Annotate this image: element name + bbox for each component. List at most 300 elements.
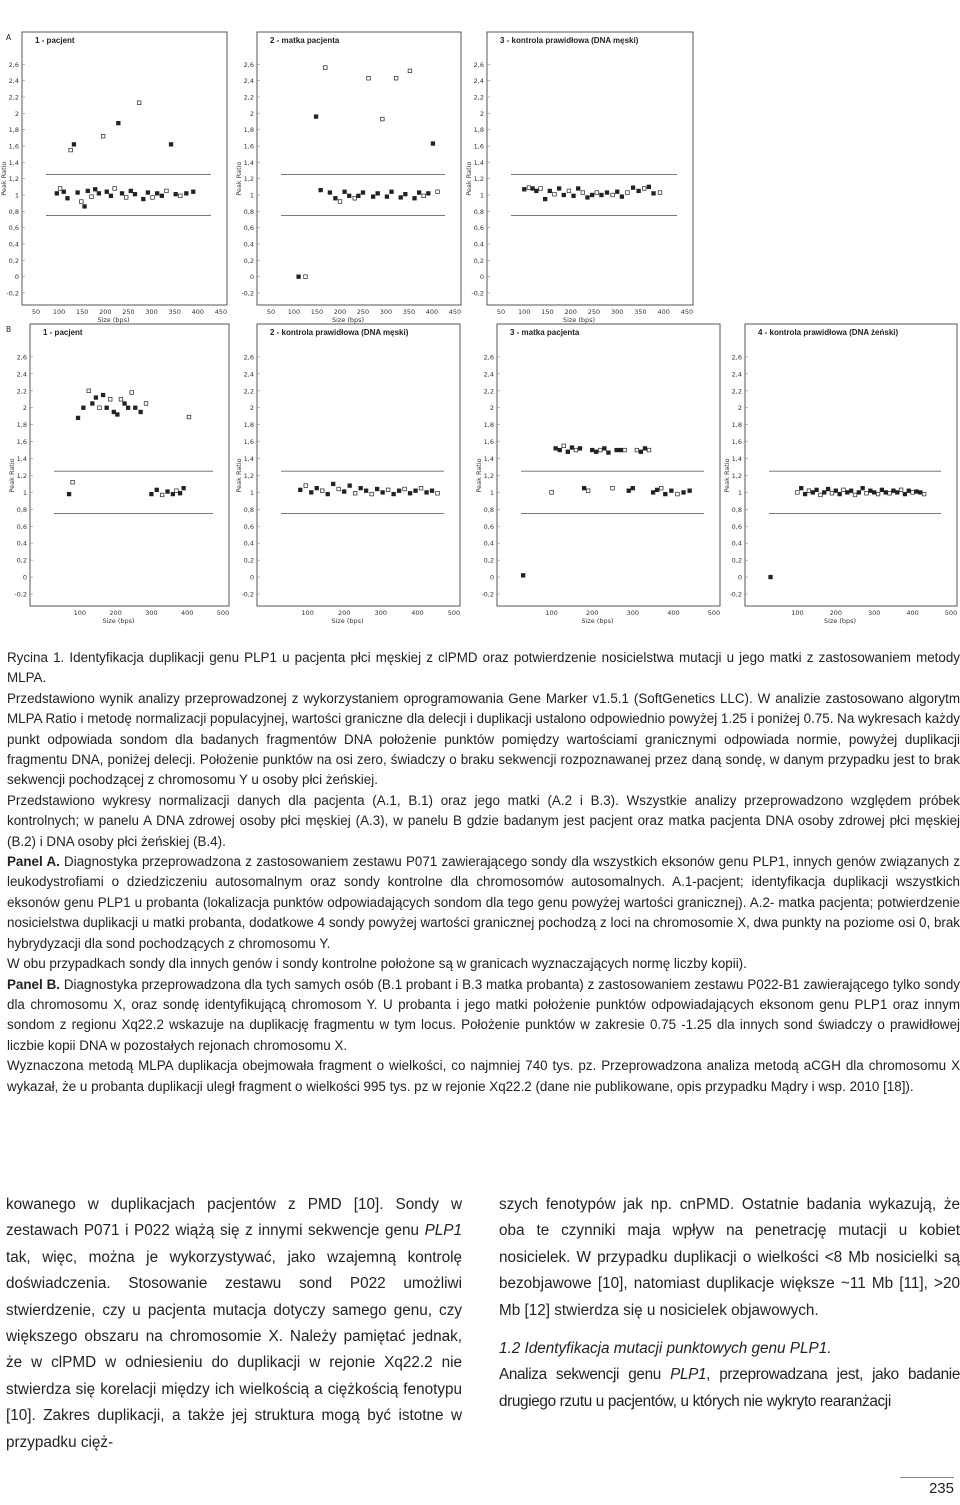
data-point [108, 397, 112, 401]
y-tick-label: 2 [479, 109, 484, 118]
x-tick-label: 200 [337, 609, 351, 617]
data-point [769, 575, 773, 579]
data-point [82, 406, 86, 410]
x-tick-label: 50 [496, 308, 506, 316]
x-axis-label: Size (bps) [562, 316, 596, 324]
data-point [166, 490, 170, 494]
x-tick-label: 100 [518, 308, 531, 316]
y-tick-label: 0,6 [243, 522, 254, 531]
data-point [819, 493, 823, 497]
body-text: , przeprowadzana jest, jako badanie drugiego rzutu u pacjentów, u których nie wykryto rearanżacji [499, 1366, 960, 1410]
data-point [347, 194, 351, 198]
body-column-right [499, 1192, 960, 1415]
y-tick-label: 2,4 [243, 370, 254, 379]
panel-a-letter: A [6, 33, 12, 42]
data-point [576, 187, 580, 191]
data-point [599, 448, 603, 452]
data-point [404, 192, 408, 196]
y-tick-label: 0 [22, 573, 27, 582]
data-point [876, 492, 880, 496]
data-point [652, 192, 656, 196]
x-tick-label: 150 [76, 308, 89, 316]
y-tick-label: 1,6 [243, 142, 254, 151]
x-tick-label: 250 [122, 308, 135, 316]
x-tick-label: 350 [634, 308, 647, 316]
y-tick-label: -0,2 [481, 590, 494, 599]
x-tick-label: 450 [680, 308, 694, 316]
data-point [531, 187, 535, 191]
data-point [799, 486, 803, 490]
data-point [112, 410, 116, 414]
y-tick-label: 1,8 [243, 421, 254, 430]
data-point [381, 117, 385, 121]
y-tick-label: 0 [249, 273, 254, 282]
data-point [71, 480, 75, 484]
data-point [353, 491, 357, 495]
y-tick-label: 2,2 [8, 93, 19, 102]
data-point [647, 185, 651, 189]
x-tick-label: 450 [214, 308, 228, 316]
data-point [328, 191, 332, 195]
data-point [62, 190, 66, 194]
data-point [116, 413, 120, 417]
y-tick-label: 0,8 [243, 207, 254, 216]
data-point [392, 492, 396, 496]
x-tick-label: 200 [585, 609, 599, 617]
x-axis-label: Size (bps) [331, 316, 365, 324]
section-heading: 1.2 Identyfikacja mutacji punktowych genu PLP1. [499, 1340, 832, 1358]
data-point [133, 192, 137, 196]
y-tick-label: 2,2 [16, 387, 27, 396]
data-point [142, 197, 146, 201]
data-point [436, 491, 440, 495]
x-tick-label: 100 [73, 609, 87, 617]
chart-svg [0, 322, 232, 630]
data-point [120, 192, 124, 196]
data-point [826, 487, 830, 491]
data-point [342, 490, 346, 494]
data-point [123, 402, 127, 406]
caption-panel-a-label: Panel A. [7, 854, 60, 870]
y-axis-label: Peak Ratio [235, 458, 243, 493]
data-point [126, 406, 130, 410]
data-point [682, 491, 686, 495]
y-tick-label: 1,8 [483, 421, 494, 430]
y-tick-label: -0,2 [471, 289, 484, 298]
data-point [903, 492, 907, 496]
y-tick-label: -0,2 [6, 289, 19, 298]
data-point [117, 121, 121, 125]
x-axis-label: Size (bps) [102, 617, 135, 625]
chart-title: 4 - kontrola prawidłowa (DNA żeński) [758, 328, 899, 337]
body-paragraph-right-2 [499, 1362, 960, 1415]
y-tick-label: 1,8 [473, 126, 484, 135]
data-point [124, 196, 128, 200]
data-point [417, 191, 421, 195]
y-tick-label: 0,4 [483, 539, 494, 548]
data-point [187, 415, 191, 419]
x-tick-label: 150 [541, 308, 554, 316]
data-point [623, 448, 627, 452]
data-point [651, 491, 655, 495]
caption-samples: Przedstawiono wykresy normalizacji danych dla pacjenta (A.1, B.1) oraz jego matki (A.2 i B.3). Wszystkie analizy przeprowadzono względem próbek kontrolnych; w panelu A DNA zdrowej osoby płci męskiej (A.3), w panelu B gdzie badanym jest pacjent oraz matka pacjenta DNA osoby zdrowej płci męskiej (B.2) i DNA osoby płci żeńskiej (B.4). [7, 792, 960, 849]
data-point [165, 189, 169, 193]
y-tick-label: 2,6 [483, 353, 494, 362]
caption-panel-b-label: Panel B. [7, 976, 60, 992]
data-point [109, 194, 113, 198]
data-point [670, 489, 674, 493]
data-point [98, 406, 102, 410]
y-tick-label: 0,2 [483, 556, 494, 565]
data-point [403, 487, 407, 491]
caption-acgh: Wyznaczona metodą MLPA duplikacja obejmowała fragment o wielkości, co najmniej 740 tys. pz. Przeprowadzona analiza metodą aCGH dla chromosomu X wykazał, że u probanta duplikacji uległ fragment o wielkości 995 tys. pz w rejonie Xq22.2 (dane nie publikowane, opis przypadku Mądry i wsp. 2010 [18]). [7, 1058, 960, 1094]
x-tick-label: 300 [611, 308, 624, 316]
x-tick-label: 400 [191, 308, 205, 316]
chart-svg [232, 30, 464, 324]
data-point [838, 492, 842, 496]
x-tick-label: 350 [402, 308, 416, 316]
y-tick-label: 1,8 [731, 421, 742, 430]
data-point [191, 190, 195, 194]
data-point [586, 196, 590, 200]
y-tick-label: 1 [737, 488, 742, 497]
y-tick-label: 1,6 [731, 438, 742, 447]
y-tick-label: 2,6 [243, 60, 254, 69]
chart-panel-a-2 [232, 30, 464, 324]
data-point [872, 491, 876, 495]
y-tick-label: 1,6 [243, 438, 254, 447]
y-tick-label: 0,2 [243, 556, 254, 565]
data-point [160, 493, 164, 497]
y-tick-label: 0,8 [243, 505, 254, 514]
x-tick-label: 250 [356, 308, 370, 316]
y-tick-label: 0,6 [243, 224, 254, 233]
panel-b-letter: B [6, 325, 12, 334]
data-point [55, 192, 59, 196]
data-point [611, 486, 615, 490]
y-tick-label: 1,6 [16, 438, 27, 447]
x-tick-label: 100 [301, 609, 314, 617]
y-tick-label: 0,6 [16, 522, 27, 531]
chart-title: 3 - kontrola prawidłowa (DNA męski) [500, 36, 639, 45]
data-point [642, 187, 646, 191]
data-point [320, 489, 324, 493]
data-point [326, 492, 330, 496]
y-tick-label: 2,4 [473, 77, 484, 86]
data-point [830, 491, 834, 495]
y-tick-label: 1,4 [243, 158, 254, 167]
chart-svg [232, 322, 462, 630]
data-point [637, 189, 641, 193]
data-point [892, 489, 896, 493]
data-point [90, 195, 94, 199]
data-point [91, 402, 95, 406]
data-point [535, 189, 539, 193]
body-text: tak, więc, można je wykorzystywać, jako wzajemną kontrolę doświadczenia. Stosowanie zestawu sond P022 umożliwi stwierdzenie, czy u pacjenta mutacja dotyczy samego genu, czy większego obszaru na chromosomie X. Należy pamiętać jednak, że w clPMD w odniesieniu do duplikacji w rejonie Xq22.2 nie stwierdza się korelacji między ich wielkością a ciężkością fenotypu [10]. Zakres duplikacji, a także jej struktura mogą być istotne w przypadku cięż- [6, 1248, 462, 1451]
data-point [522, 187, 526, 191]
x-tick-label: 300 [145, 308, 158, 316]
chart-title: 2 - kontrola prawidłowa (DNA męski) [270, 328, 409, 337]
y-tick-label: 1,2 [483, 471, 494, 480]
y-tick-label: 1 [249, 488, 254, 497]
data-point [178, 491, 182, 495]
y-tick-label: 1,2 [473, 175, 484, 184]
data-point [375, 487, 379, 491]
y-tick-label: 0,6 [731, 522, 742, 531]
figure-caption [7, 648, 960, 1097]
data-point [385, 195, 389, 199]
data-point [297, 275, 301, 279]
data-point [425, 491, 429, 495]
data-point [130, 391, 134, 395]
y-axis-label: Peak Ratio [8, 458, 16, 493]
chart-panel-b-1 [0, 322, 232, 630]
y-tick-label: 1,2 [243, 471, 254, 480]
data-point [566, 450, 570, 454]
data-point [399, 196, 403, 200]
data-point [129, 189, 133, 193]
y-tick-label: 1,4 [16, 455, 27, 464]
data-point [87, 389, 91, 393]
y-tick-label: 2 [489, 404, 494, 413]
y-tick-label: 0,6 [8, 224, 19, 233]
y-tick-label: 1 [14, 191, 19, 200]
data-point [150, 492, 154, 496]
y-tick-label: 2,2 [473, 93, 484, 102]
data-point [171, 492, 175, 496]
data-point [907, 489, 911, 493]
data-point [915, 490, 919, 494]
y-tick-label: 1 [22, 488, 27, 497]
data-point [155, 488, 159, 492]
data-point [548, 189, 552, 193]
x-axis-label: Size (bps) [97, 316, 130, 324]
y-tick-label: 2,6 [243, 353, 254, 362]
chart-panel-a-1 [0, 30, 232, 324]
data-point [338, 200, 342, 204]
y-tick-label: 2,6 [8, 60, 19, 69]
data-point [658, 191, 662, 195]
x-tick-label: 50 [31, 308, 41, 316]
y-tick-label: 0 [249, 573, 254, 582]
data-point [807, 489, 811, 493]
data-point [386, 488, 390, 492]
y-tick-label: 2,4 [731, 370, 742, 379]
data-point [58, 187, 62, 191]
y-axis-label: Peak Ratio [0, 161, 8, 196]
data-point [86, 189, 90, 193]
y-tick-label: 2 [14, 109, 19, 118]
body-column-left [6, 1192, 462, 1456]
data-point [849, 489, 853, 493]
data-point [647, 448, 651, 452]
data-point [822, 491, 826, 495]
data-point [884, 491, 888, 495]
x-tick-label: 500 [707, 609, 721, 617]
data-point [155, 192, 159, 196]
data-point [842, 488, 846, 492]
data-point [94, 396, 98, 400]
y-tick-label: 0,2 [8, 256, 19, 265]
data-point [175, 489, 179, 493]
page-number: 235 [900, 1477, 954, 1505]
y-tick-label: 2,6 [731, 353, 742, 362]
data-point [865, 491, 869, 495]
data-point [370, 492, 374, 496]
y-tick-label: 2 [22, 404, 27, 413]
x-tick-label: 200 [564, 308, 577, 316]
y-tick-label: 1,6 [8, 142, 19, 151]
x-tick-label: 500 [944, 609, 958, 617]
data-point [394, 76, 398, 80]
y-tick-label: 1,2 [8, 175, 19, 184]
data-point [101, 393, 105, 397]
chart-panel-b-3 [467, 322, 725, 630]
gene-name: PLP1 [424, 1222, 462, 1240]
y-tick-label: 2 [249, 109, 254, 118]
data-point [918, 491, 922, 495]
data-point [554, 447, 558, 451]
x-tick-label: 150 [310, 308, 324, 316]
x-tick-label: 400 [425, 308, 439, 316]
chart-svg [467, 322, 725, 630]
data-point [357, 194, 361, 198]
data-point [557, 187, 561, 191]
x-tick-label: 450 [448, 308, 462, 316]
data-point [582, 486, 586, 490]
x-tick-label: 300 [379, 308, 393, 316]
data-point [688, 489, 692, 493]
x-tick-label: 100 [791, 609, 804, 617]
data-point [343, 190, 347, 194]
data-point [80, 200, 84, 204]
x-tick-label: 100 [287, 308, 301, 316]
data-point [853, 493, 857, 497]
data-point [620, 195, 624, 199]
data-point [607, 451, 611, 455]
data-point [83, 205, 87, 209]
data-point [146, 191, 150, 195]
data-point [431, 142, 435, 146]
y-tick-label: 1 [249, 191, 254, 200]
y-tick-label: -0,2 [14, 590, 27, 599]
data-point [319, 188, 323, 192]
data-point [521, 574, 525, 578]
caption-panel-a [7, 852, 960, 954]
y-tick-label: 1,4 [8, 158, 19, 167]
x-axis-label: Size (bps) [823, 617, 857, 625]
x-tick-label: 350 [168, 308, 181, 316]
plot-frame [257, 324, 460, 606]
data-point [539, 187, 543, 191]
data-point [179, 194, 183, 198]
data-point [543, 197, 547, 201]
data-point [93, 187, 97, 191]
body-paragraph-right: szych fenotypów jak np. cnPMD. Ostatnie badania wykazują, że oba te czynniki maja wpływ na penetrację mutacji u kobiet nosicielek. W przypadku duplikacji o wielkości <8 Mb nosicielki są bezobjawowe [10], natomiast duplikacje większe ~11 Mb [11], >20 Mb [12] stwierdza się u nosicielek objawowych. [499, 1196, 960, 1319]
data-point [857, 491, 861, 495]
data-point [334, 196, 338, 200]
y-tick-label: 2,4 [16, 370, 27, 379]
y-tick-label: 0,4 [243, 240, 254, 249]
data-point [811, 491, 815, 495]
data-point [922, 492, 926, 496]
y-tick-label: 0,8 [731, 505, 742, 514]
data-point [304, 275, 308, 279]
data-point [298, 488, 302, 492]
data-point [331, 482, 335, 486]
data-point [101, 134, 105, 138]
y-tick-label: 2 [249, 404, 254, 413]
x-tick-label: 200 [99, 308, 112, 316]
data-point [304, 484, 308, 488]
data-point [105, 406, 109, 410]
data-point [846, 491, 850, 495]
x-axis-label: Size (bps) [581, 617, 614, 625]
data-point [422, 194, 426, 198]
data-point [72, 143, 76, 147]
data-point [419, 486, 423, 490]
data-point [615, 190, 619, 194]
data-point [605, 191, 609, 195]
body-paragraph-left [6, 1192, 462, 1456]
data-point [174, 192, 178, 196]
y-tick-label: 1,8 [16, 421, 27, 430]
data-point [655, 488, 659, 492]
y-tick-label: 1,2 [731, 471, 742, 480]
y-tick-label: 0,8 [8, 207, 19, 216]
data-point [69, 148, 73, 152]
y-axis-label: Peak Ratio [465, 161, 473, 196]
y-tick-label: 0 [489, 573, 494, 582]
y-tick-label: 2,2 [243, 93, 254, 102]
caption-panel-b-text: Diagnostyka przeprowadzona dla tych samych osób (B.1 probant i B.3 matka probanta) z zastosowaniem zestawu P022-B1 zawierającego tylko sondy dla chromosomu X, oraz sondę identyfikującą chromosom Y. U probanta i jego matki położenie punktów odpowiadających eksonom genu PLP1 oraz innym sondom z regionu Xq22.2 wskazuje na duplikację fragmentu w tym locus. Położenie punktów w zakresie 0.75 -1.25 dla innych sond świadczy o prawidłowej liczbie kopii DNA w pozostałych rejonach chromosomu X. [7, 976, 960, 1053]
data-point [572, 194, 576, 198]
data-point [562, 193, 566, 197]
y-tick-label: 1,4 [243, 455, 254, 464]
chart-panel-b-4 [717, 322, 960, 630]
x-tick-label: 200 [333, 308, 347, 316]
y-tick-label: 1 [479, 191, 484, 200]
data-point [66, 196, 70, 200]
data-point [570, 446, 574, 450]
data-point [408, 491, 412, 495]
x-tick-label: 400 [411, 609, 424, 617]
y-tick-label: 2,4 [483, 370, 494, 379]
data-point [803, 492, 807, 496]
data-point [427, 192, 431, 196]
y-tick-label: 0,4 [473, 240, 484, 249]
data-point [595, 191, 599, 195]
y-tick-label: 2 [737, 404, 742, 413]
y-tick-label: -0,2 [241, 590, 254, 599]
data-point [611, 193, 615, 197]
y-tick-label: 0,4 [16, 539, 27, 548]
data-point [76, 416, 80, 420]
data-point [603, 447, 607, 451]
caption-method: Przedstawiono wynik analizy przeprowadzonej z wykorzystaniem oprogramowania Gene Marker v1.5.1 (SoftGenetics LLC). W analizie zastosowano algorytm MLPA Ratio i metodę normalizacji populacyjnej, wartości graniczne dla delecji i duplikacji ustalono odpowiednio powyżej 1.25 i poniżej 0.75. Na wykresach każdy punkt odpowiada sondom dla badanych fragmentów DNA położenie punktów pomiędzy wartościami granicznymi odpowiada normie, powyżej duplikacji fragmentu DNA, poniżej delecji. Położenie punktów na osi zero, świadczy o braku sekwencji rozpoznawanej przez daną sondę, w danym przypadku jest to brak sekwencji pochodzącej z chromosomu Y u osoby płci żeńskiej. [7, 690, 960, 788]
data-point [348, 484, 352, 488]
y-tick-label: 0 [737, 573, 742, 582]
data-point [436, 190, 440, 194]
y-tick-label: 2,2 [243, 387, 254, 396]
x-tick-label: 300 [626, 609, 640, 617]
y-tick-label: 1,8 [243, 126, 254, 135]
data-point [590, 448, 594, 452]
y-tick-label: 1,6 [473, 142, 484, 151]
data-point [67, 492, 71, 496]
plot-frame [22, 32, 227, 305]
x-tick-label: 300 [145, 609, 158, 617]
